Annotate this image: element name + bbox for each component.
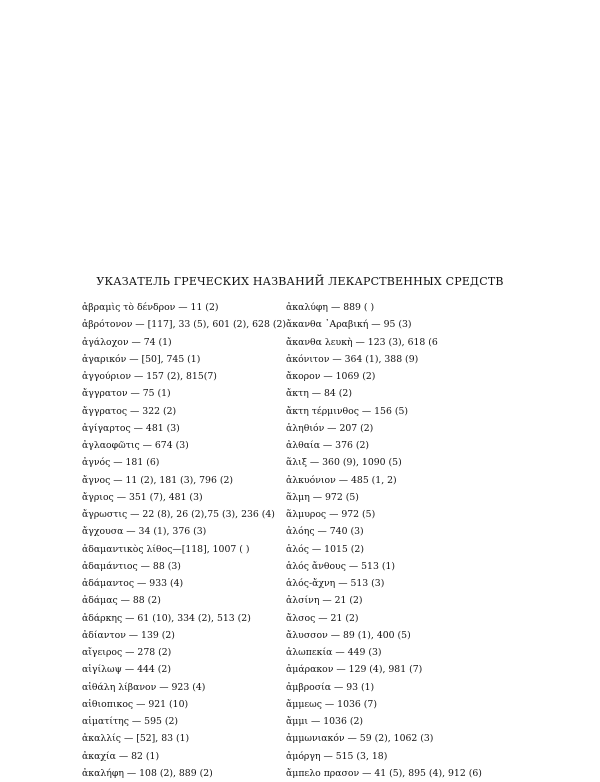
index-entry: ἄκανθα λευκὴ — 123 (3), 618 (6 xyxy=(286,336,438,348)
index-entry: ἄγνος — 11 (2), 181 (3), 796 (2) xyxy=(82,474,234,486)
index-entry: ἀκόνιτον — 364 (1), 388 (9) xyxy=(286,353,419,365)
index-entry: ἄγρωστις — 22 (8), 26 (2),75 (3), 236 (4) xyxy=(82,509,275,520)
index-entry: ἀδάμαντος — 933 (4) xyxy=(82,578,184,589)
index-entry: ἀλωπεκία — 449 (3) xyxy=(286,647,382,658)
index-entry: ἄγχουσα — 34 (1), 376 (3) xyxy=(82,526,207,538)
index-entry: ἄγγρατον — 75 (1) xyxy=(82,388,171,400)
index-entry: ἅλμη — 972 (5) xyxy=(286,491,359,503)
index-entry: ἁλός ἄνθους — 513 (1) xyxy=(286,560,395,572)
index-entry: ἀδάμας — 88 (2) xyxy=(82,595,161,607)
index-entry: ἄμμι — 1036 (2) xyxy=(286,716,363,727)
index-entry: ἁλός — 1015 (2) xyxy=(286,543,364,555)
index-entry: ἀδαμαντικὸς λίθος—[118], 1007 ( ) xyxy=(82,543,250,555)
index-entry: ἀμάρακον — 129 (4), 981 (7) xyxy=(286,664,423,676)
index-entry: ἄκορον — 1069 (2) xyxy=(286,371,376,382)
index-entry: ἀλόης — 740 (3) xyxy=(286,526,364,538)
index-entry: ἀμμωνιακόν — 59 (2), 1062 (3) xyxy=(286,733,434,745)
index-entry: ἅλμυρος — 972 (5) xyxy=(286,509,376,520)
index-entry: ἀβραμὶς τὸ δένδρον — 11 (2) xyxy=(82,302,219,313)
index-entry: ἅλιξ — 360 (9), 1090 (5) xyxy=(286,457,402,469)
index-entry: ἄλυσσον — 89 (1), 400 (5) xyxy=(286,629,411,641)
index-entry: ἄκτη — 84 (2) xyxy=(286,388,352,400)
index-entry: ἄμμεως — 1036 (7) xyxy=(286,698,377,710)
index-entry: ἀκαλήφη — 108 (2), 889 (2) xyxy=(82,767,213,779)
index-entry: αἰθάλη λίβανον — 923 (4) xyxy=(82,681,206,693)
index-entry: ἀμόργη — 515 (3, 18) xyxy=(286,750,388,762)
index-entry: ἀλσίνη — 21 (2) xyxy=(286,595,363,607)
page-title: УКАЗАТЕЛЬ ГРЕЧЕСКИХ НАЗВАНИЙ ЛЕКАРСТВЕННЫХ СРЕДСТВ xyxy=(96,275,504,288)
index-entry: ἁλός-ἄχνη — 513 (3) xyxy=(286,578,385,589)
index-entry: ἀδίαντον — 139 (2) xyxy=(82,629,175,641)
index-entry: ἀγγούριον — 157 (2), 815(7) xyxy=(82,371,217,382)
index-entry: αἰγίλωψ — 444 (2) xyxy=(82,664,171,676)
index-entry: ἀγαρικόν — [50], 745 (1) xyxy=(82,353,201,365)
right-index-column xyxy=(286,299,586,782)
index-entry: ἀγνός — 181 (6) xyxy=(82,457,160,469)
index-entry: ἀκαχία — 82 (1) xyxy=(82,750,160,762)
index-entry: ἀκαλλίς — [52], 83 (1) xyxy=(82,733,190,745)
index-entry: ἄκτη τέρμινθος — 156 (5) xyxy=(286,405,408,417)
index-entry: ἀδάρκης — 61 (10), 334 (2), 513 (2) xyxy=(82,612,251,624)
index-entry: ἀλθαία — 376 (2) xyxy=(286,440,370,451)
index-entry: ἀμβροσία — 93 (1) xyxy=(286,681,375,693)
index-entry: ἀβρότονον — [117], 33 (5), 601 (2), 628 (2) xyxy=(82,319,286,331)
index-entry: αἴγειρος — 278 (2) xyxy=(82,647,172,658)
index-entry: ἀλκυόνιον — 485 (1, 2) xyxy=(286,474,397,486)
index-entry: αἰθιοπικος — 921 (10) xyxy=(82,698,189,710)
index-entry: αἱματίτης — 595 (2) xyxy=(82,716,179,727)
index-entry: ἀγλαοφῶτις — 674 (3) xyxy=(82,440,189,451)
index-entry: ἄγριος — 351 (7), 481 (3) xyxy=(82,491,203,503)
index-entry: ἄμπελο πρασον — 41 (5), 895 (4), 912 (6) xyxy=(286,767,482,779)
index-entry: ἀδαμάντιος — 88 (3) xyxy=(82,560,181,572)
index-entry: ἀγάλοχον — 74 (1) xyxy=(82,336,172,348)
index-entry: ἄγγρατος — 322 (2) xyxy=(82,405,177,417)
index-entry: ἁληθιόν — 207 (2) xyxy=(286,422,374,434)
index-entry: ἀκαλύφη — 889 ( ) xyxy=(286,302,375,313)
index-entry: ἀγίγαρτος — 481 (3) xyxy=(82,422,180,434)
index-entry: ἄκανθα ᾿Αραβική — 95 (3) xyxy=(286,319,412,331)
index-entry: ἄλσος — 21 (2) xyxy=(286,612,359,624)
left-index-column xyxy=(82,299,307,782)
